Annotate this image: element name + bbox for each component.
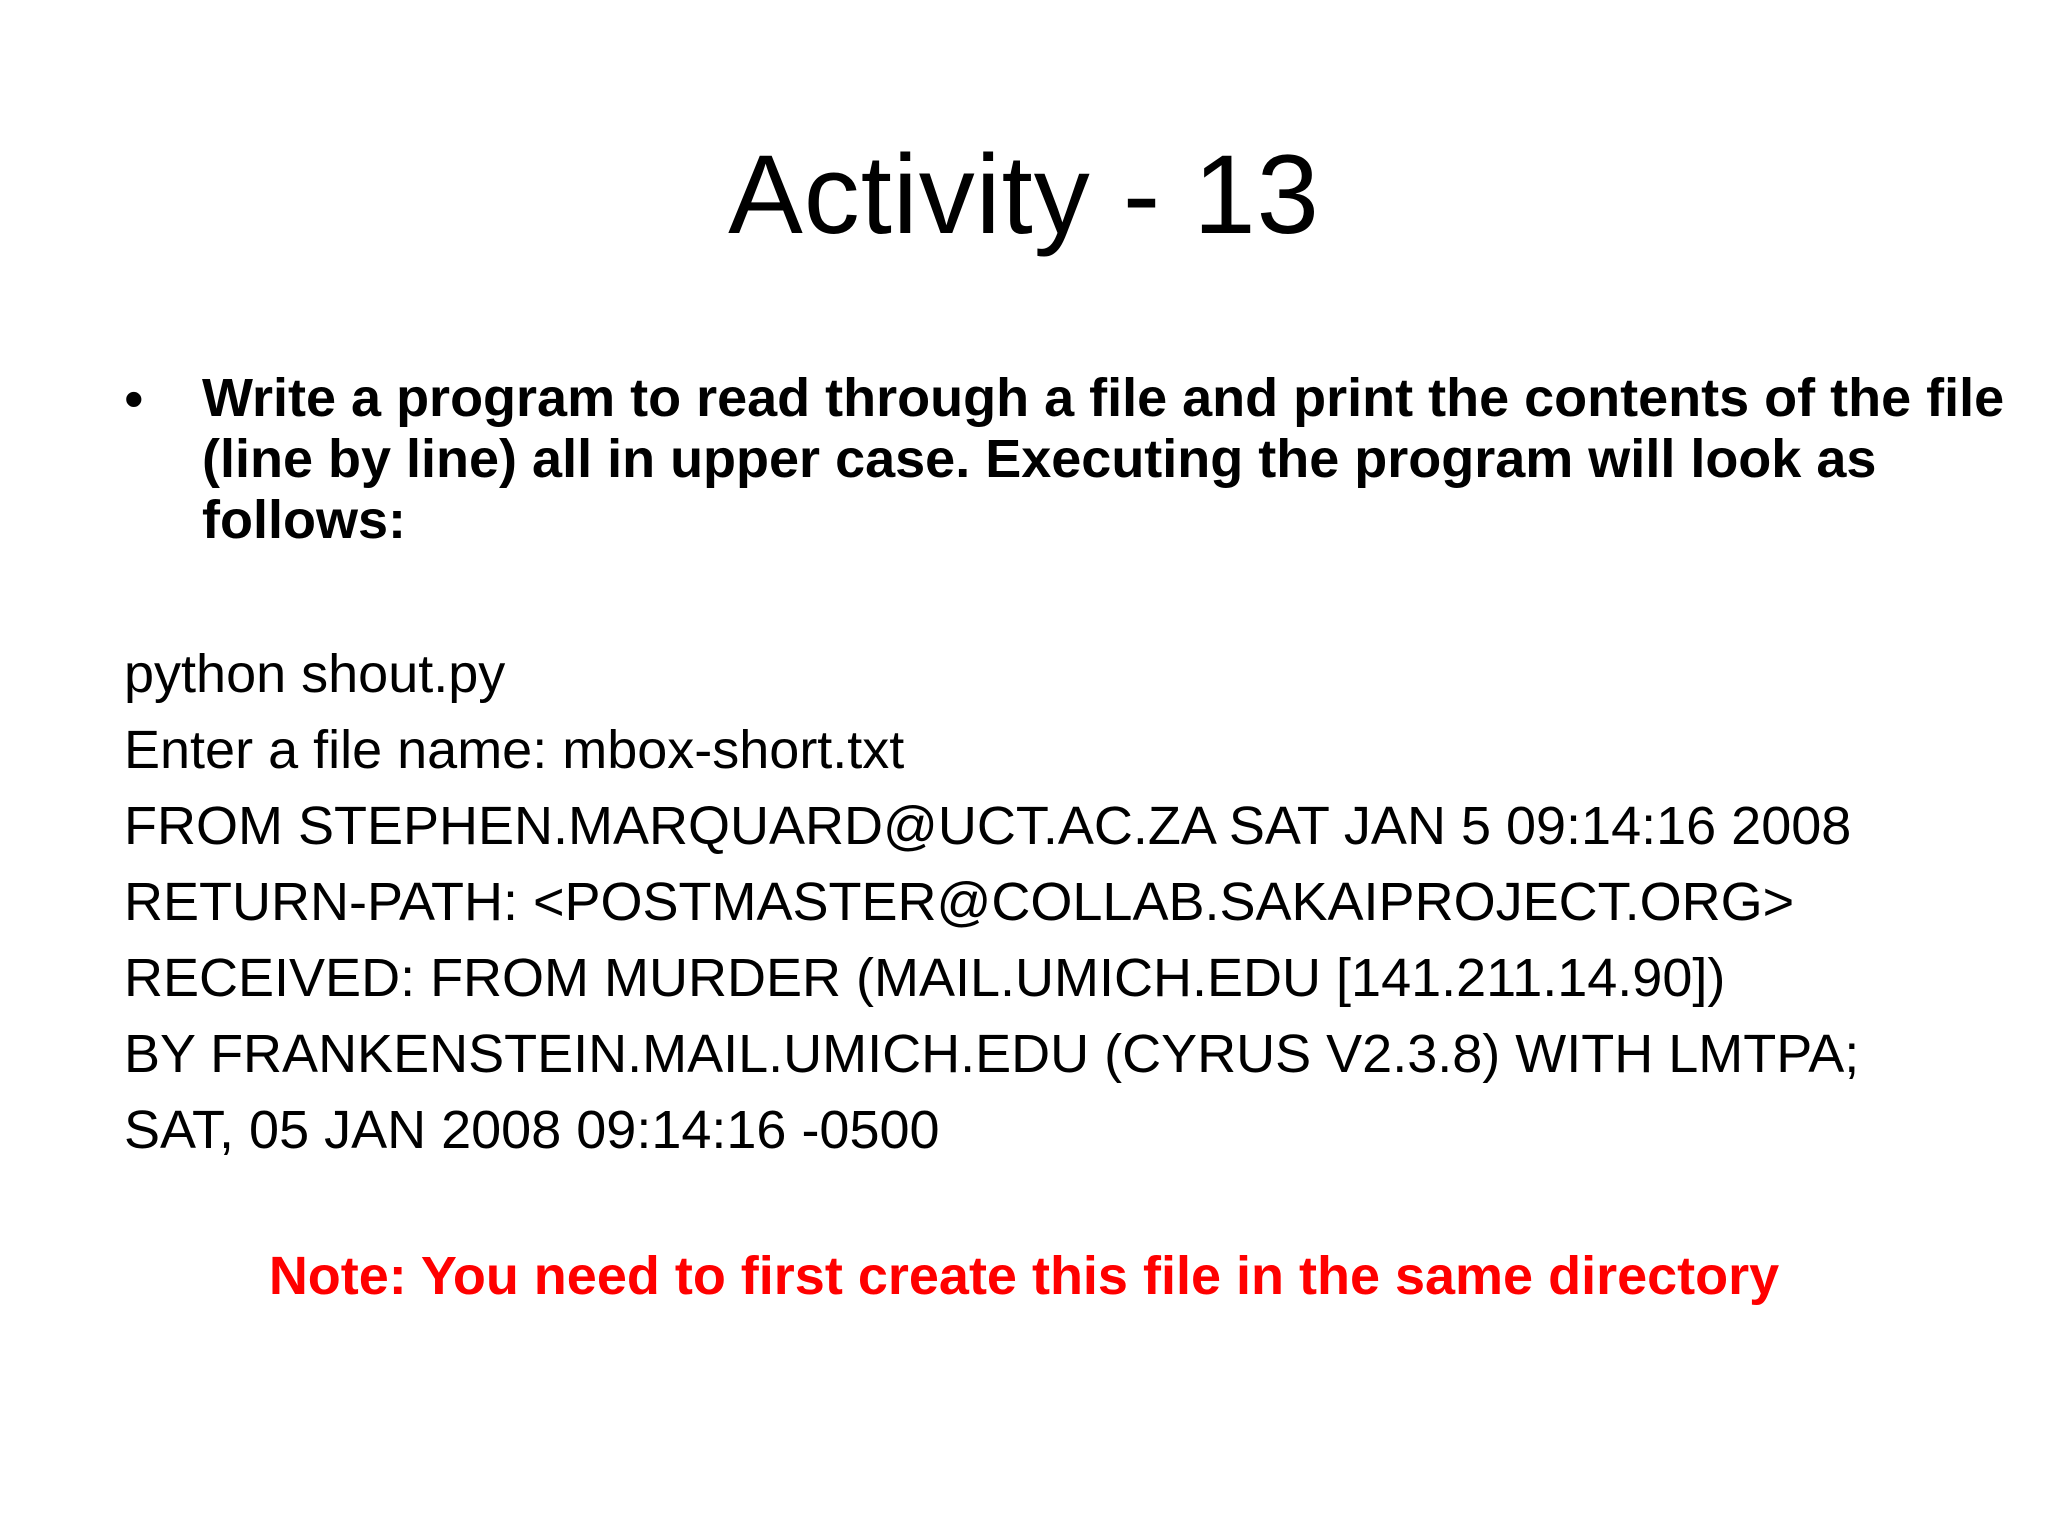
output-line: SAT, 05 JAN 2008 09:14:16 -0500 [124,1100,940,1160]
instruction-text: Write a program to read through a file and print the contents of the file (line by line) all in upper case. Executing the program will look as follows: [202,368,2005,550]
output-line: BY FRANKENSTEIN.MAIL.UMICH.EDU (CYRUS V2.3.8) WITH LMTPA; [124,1024,1860,1084]
slide-title: Activity - 13 [728,132,1320,257]
note-text: Note: You need to first create this file in the same directory [268,1246,1780,1306]
output-line: Enter a file name: mbox-short.txt [124,720,905,780]
output-line: python shout.py [124,644,506,704]
example-output [124,636,2004,1168]
output-line: RECEIVED: FROM MURDER (MAIL.UMICH.EDU [141.211.14.90]) [124,948,1726,1008]
output-line: RETURN-PATH: <POSTMASTER@COLLAB.SAKAIPROJECT.ORG> [124,872,1795,932]
bullet-marker: • [124,367,144,430]
output-line: FROM STEPHEN.MARQUARD@UCT.AC.ZA SAT JAN 5 09:14:16 2008 [124,796,1852,856]
